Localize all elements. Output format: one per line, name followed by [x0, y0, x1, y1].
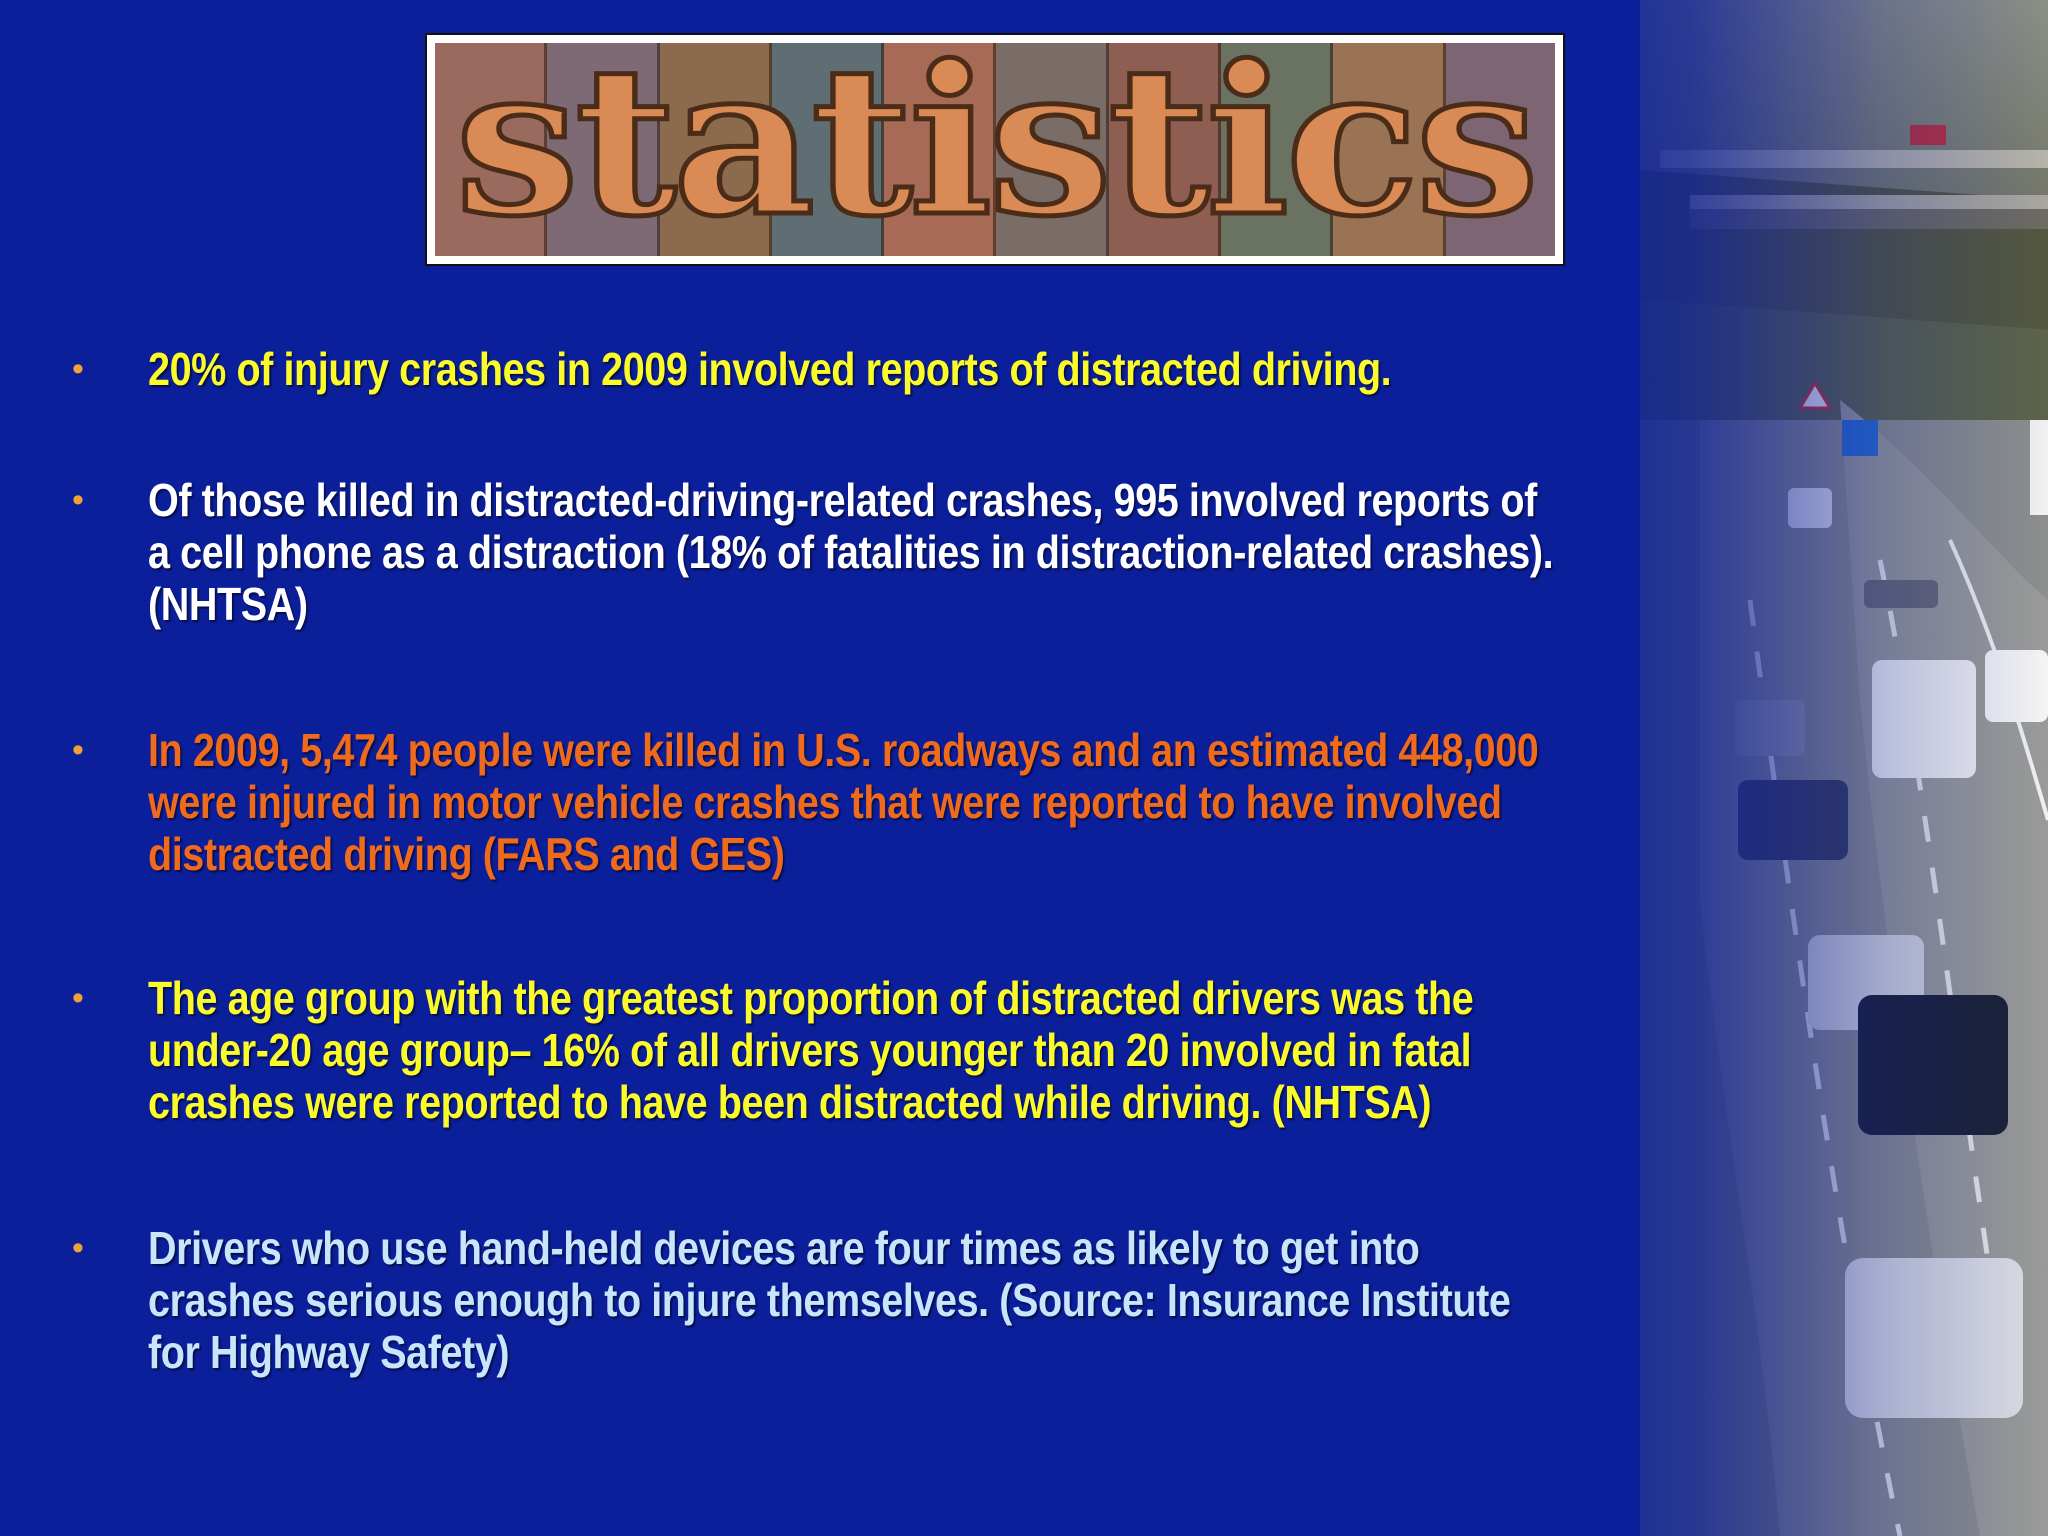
bullet-dot: • — [72, 481, 84, 519]
bullet-dot: • — [72, 731, 84, 769]
bullet-dot: • — [72, 979, 84, 1017]
bullet-dot: • — [72, 350, 84, 388]
bullet-injury-crashes: 20% of injury crashes in 2009 involved reports of distracted driving. — [148, 343, 1392, 395]
bullet-dot: • — [72, 1229, 84, 1267]
bullet-under-20-age-group: The age group with the greatest proportion of distracted drivers was the under-20 age group– 16% of all drivers younger than 20 involved in fatal crashes were reported to have been distracted while driving. (NHTSA) — [148, 972, 1474, 1128]
bullet-hand-held-devices: Drivers who use hand-held devices are four times as likely to get into crashes serious enough to injure themselves. (Source: Insurance Institute for Highway Safety) — [148, 1222, 1511, 1378]
bullet-cell-phone-fatalities: Of those killed in distracted-driving-related crashes, 995 involved reports of a cell phone as a distraction (18% of fatalities in distraction-related crashes). (NHTSA) — [148, 474, 1554, 630]
bullet-killed-injured-2009: In 2009, 5,474 people were killed in U.S. roadways and an estimated 448,000 were injured in motor vehicle crashes that were reported to have involved distracted driving (FARS and GES) — [148, 724, 1539, 880]
title-text: statistics — [455, 43, 1535, 256]
